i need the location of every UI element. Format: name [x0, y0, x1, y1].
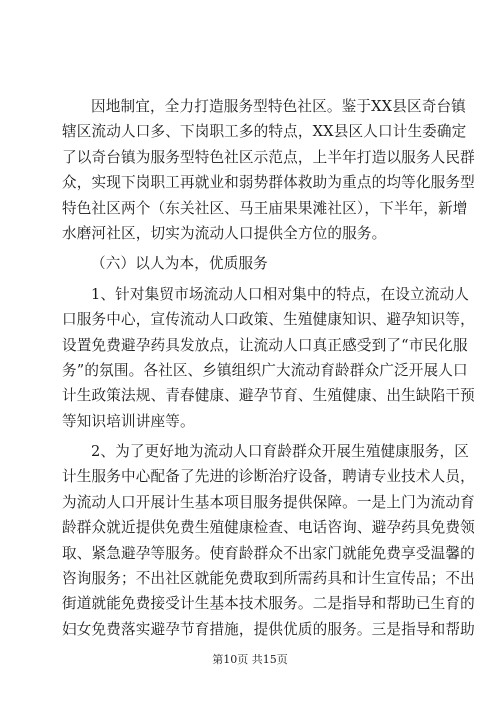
paragraph-2 — [62, 282, 475, 434]
document-body — [62, 94, 475, 642]
text-line: 街道就能免费接受计生基本技术服务。二是指导和帮助已生育的 — [62, 595, 475, 613]
text-line: 务”的氛围。各社区、乡镇组织广大流动育龄群众广泛开展人口 — [62, 361, 468, 379]
text-line: 了以奇台镇为服务型特色社区示范点，上半年打造以服务人民群 — [62, 148, 475, 166]
text-line: 龄群众就近提供免费生殖健康检查、电话咨询、避孕药具免费领 — [62, 519, 475, 537]
text-line: 口服务中心，宣传流动人口政策、生殖健康知识、避孕知识等， — [62, 311, 475, 329]
paragraph-1 — [62, 94, 475, 246]
text-line: 为流动人口开展计生基本项目服务提供保障。一是上门为流动育 — [62, 493, 475, 511]
text-line: 特色社区两个（东关社区、马王庙果果滩社区），下半年，新增 — [62, 199, 468, 217]
text-line: 辖区流动人口多、下岗职工多的特点，XX县区人口计生委确定 — [62, 123, 467, 141]
text-line: 2、为了更好地为流动人口育龄群众开展生殖健康服务，区 — [91, 443, 470, 461]
text-line: 设置免费避孕药具发放点，让流动人口真正感受到了“市民化服 — [62, 336, 468, 354]
page-footer — [0, 651, 500, 667]
text-line: 妇女免费落实避孕节育措施，提供优质的服务。三是指导和帮助 — [62, 620, 475, 638]
text-line: 等知识培训讲座等。 — [62, 412, 195, 430]
section-heading — [62, 251, 442, 276]
page-number-label: 第10页 共15页 — [212, 653, 288, 666]
text-line: 水磨河社区，切实为流动人口提供全方位的服务。 — [62, 224, 387, 242]
text-line: 取、紧急避孕等服务。使育龄群众不出家门就能免费享受温馨的 — [62, 544, 475, 562]
text-line: 因地制宜，全力打造服务型特色社区。鉴于XX县区奇台镇 — [91, 98, 466, 115]
text-line: 1、针对集贸市场流动人口相对集中的特点，在设立流动人 — [91, 285, 470, 303]
text-line: 咨询服务；不出社区就能免费取到所需药具和计生宣传品；不出 — [62, 570, 475, 588]
paragraph-3 — [62, 439, 475, 642]
heading-text: （六）以人为本，优质服务 — [91, 255, 268, 273]
text-line: 计生服务中心配备了先进的诊断治疗设备，聘请专业技术人员， — [62, 468, 475, 486]
text-line: 众，实现下岗职工再就业和弱势群体救助为重点的均等化服务型 — [62, 174, 475, 192]
text-line: 计生政策法规、青春健康、避孕节育、生殖健康、出生缺陷干预 — [62, 387, 475, 405]
